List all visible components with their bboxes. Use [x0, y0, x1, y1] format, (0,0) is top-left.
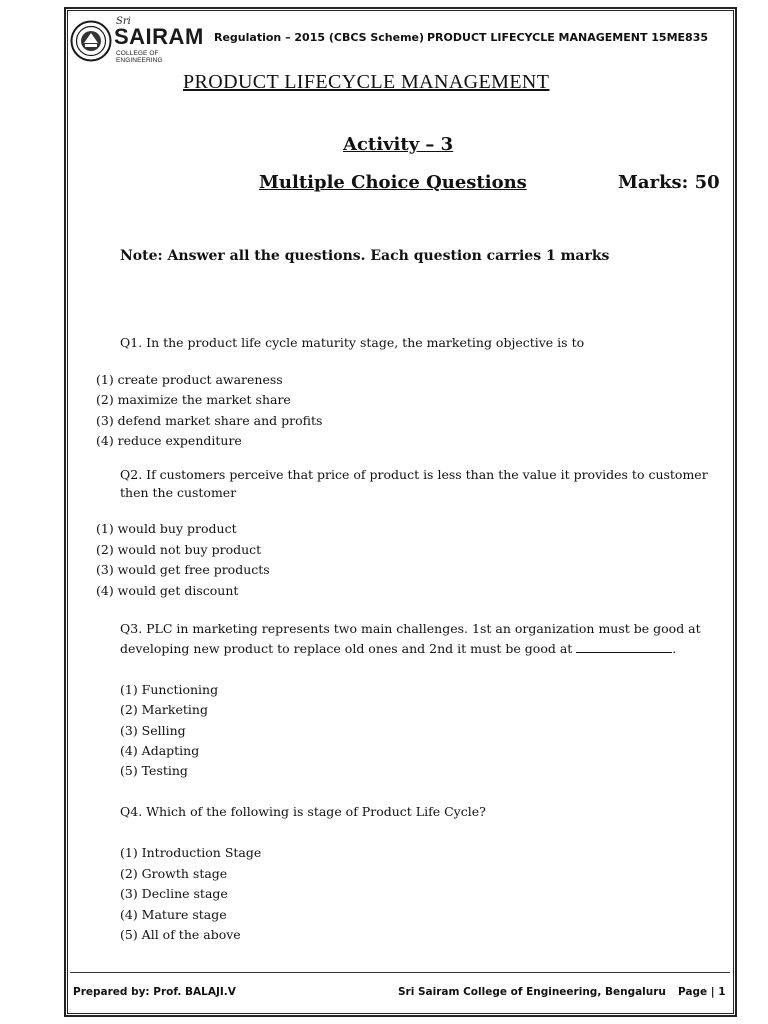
- question-2-text-line2: then the customer: [120, 485, 237, 500]
- question-2-option-2: (2) would not buy product: [96, 542, 262, 557]
- question-3-text-line2-main: developing new product to replace old ones and 2nd it must be good at: [120, 641, 573, 656]
- question-1-text: Q1. In the product life cycle maturity stage, the marketing objective is to: [120, 335, 585, 350]
- question-1-option-4: (4) reduce expenditure: [96, 433, 242, 448]
- page-border-inner: [67, 10, 734, 1014]
- question-4-option-5: (5) All of the above: [120, 927, 241, 942]
- footer-page-number: Page | 1: [678, 986, 726, 998]
- footer-college: Sri Sairam College of Engineering, Bengaluru: [398, 986, 666, 998]
- question-1-option-1: (1) create product awareness: [96, 372, 283, 387]
- question-3-text-line2-end: .: [672, 641, 677, 656]
- question-3-text-line1: Q3. PLC in marketing represents two main challenges. 1st an organization must be good at: [120, 621, 701, 636]
- section-heading: Multiple Choice Questions: [259, 172, 527, 193]
- question-2-option-3: (3) would get free products: [96, 562, 270, 577]
- question-3-option-5: (5) Testing: [120, 763, 188, 778]
- question-4-option-2: (2) Growth stage: [120, 866, 228, 881]
- question-1-option-2: (2) maximize the market share: [96, 392, 291, 407]
- activity-heading: Activity – 3: [343, 134, 454, 155]
- question-3-option-1: (1) Functioning: [120, 682, 219, 697]
- document-title: PRODUCT LIFECYCLE MANAGEMENT: [183, 71, 550, 93]
- footer-divider: [70, 972, 730, 973]
- footer-prepared-by: Prepared by: Prof. BALAJI.V: [73, 986, 236, 998]
- question-3-option-4: (4) Adapting: [120, 743, 200, 758]
- logo-subtitle: COLLEGE OF ENGINEERING: [116, 50, 163, 64]
- question-3-option-3: (3) Selling: [120, 723, 186, 738]
- answer-blank: [576, 642, 672, 653]
- question-2-text-line1: Q2. If customers perceive that price of product is less than the value it provides to customer: [120, 467, 708, 482]
- regulation-text: Regulation – 2015 (CBCS Scheme): [214, 31, 425, 44]
- question-4-option-3: (3) Decline stage: [120, 886, 228, 901]
- question-2-option-4: (4) would get discount: [96, 583, 239, 598]
- instructions-note: Note: Answer all the questions. Each question carries 1 marks: [120, 248, 610, 264]
- course-code-text: PRODUCT LIFECYCLE MANAGEMENT 15ME835: [427, 31, 709, 44]
- logo-sri-text: Sri: [116, 16, 131, 27]
- question-4-option-4: (4) Mature stage: [120, 907, 227, 922]
- question-4-text: Q4. Which of the following is stage of Product Life Cycle?: [120, 804, 486, 819]
- question-3-text-line2: [120, 641, 676, 656]
- question-1-option-3: (3) defend market share and profits: [96, 413, 323, 428]
- question-4-option-1: (1) Introduction Stage: [120, 845, 262, 860]
- question-3-option-2: (2) Marketing: [120, 702, 208, 717]
- college-emblem-icon: [70, 20, 112, 62]
- question-2-option-1: (1) would buy product: [96, 521, 237, 536]
- college-logo: [70, 16, 204, 64]
- logo-name-text: SAIRAM: [114, 24, 204, 49]
- marks-label: Marks: 50: [618, 172, 720, 193]
